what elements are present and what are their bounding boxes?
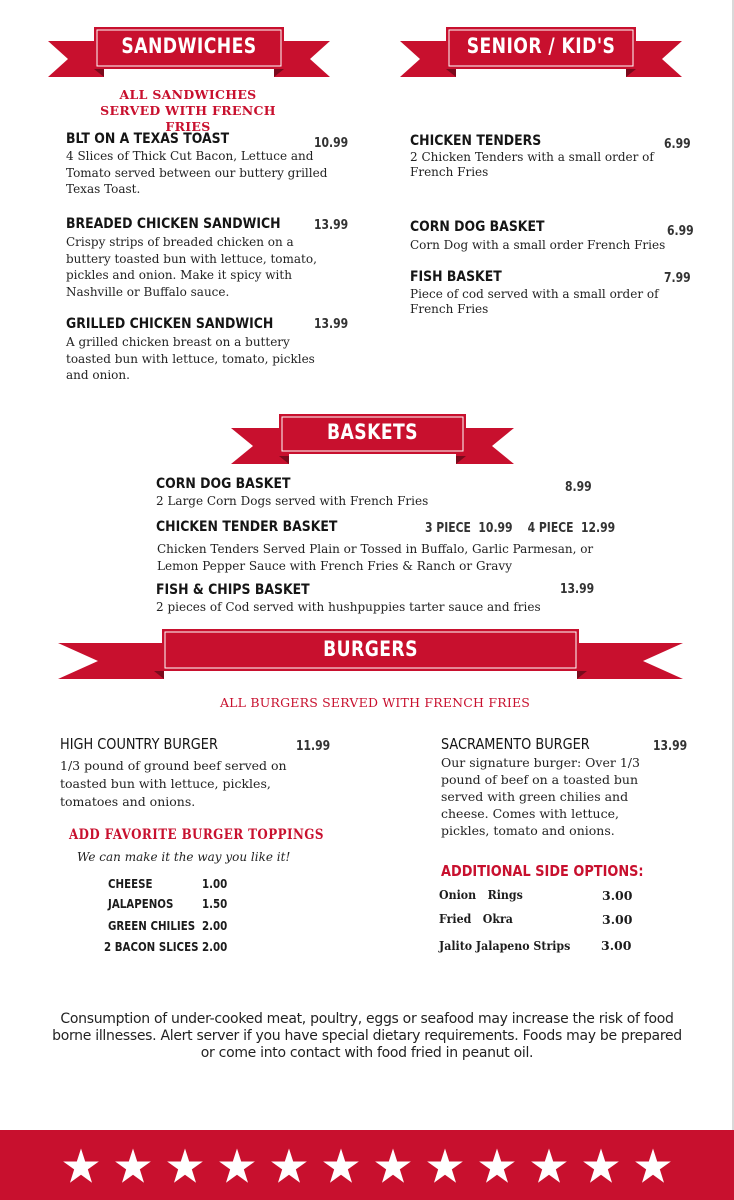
- star-icon: [114, 1147, 152, 1185]
- footer-stars: [0, 1136, 734, 1196]
- star-icon: [322, 1147, 360, 1185]
- burger-name: SACRAMENTO BURGER: [441, 735, 590, 753]
- side-price: 3.00: [602, 912, 633, 927]
- sandwich-desc: Crispy strips of breaded chicken on a buttery toasted bun with lettuce, tomato, pickles and onion. Make it spicy with Nashville or Buffalo sauce.: [66, 235, 317, 299]
- topping-price: 2.00: [202, 939, 228, 954]
- baskets-banner: [231, 414, 514, 466]
- sandwich-price: 13.99: [314, 316, 349, 332]
- basket-name: CORN DOG BASKET: [156, 476, 291, 492]
- topping-price: 2.00: [202, 918, 228, 933]
- star-icon: [478, 1147, 516, 1185]
- burger-desc: Our signature burger: Over 1/3 pound of beef on a toasted bun served with green chilies and cheese. Comes with lettuce, pickles, tomato and onions.: [441, 755, 640, 838]
- basket-name: CHICKEN TENDER BASKET: [156, 519, 338, 535]
- sandwich-desc: A grilled chicken breast on a buttery toasted bun with lettuce, tomato, pickles and onion.: [66, 335, 315, 382]
- sandwiches-banner: [48, 27, 330, 79]
- basket-desc: 2 pieces of Cod served with hushpuppies tarter sauce and fries: [156, 600, 541, 614]
- topping-name: CHEESE: [108, 876, 153, 891]
- disclaimer: Consumption of under-cooked meat, poultry, eggs or seafood may increase the risk of food borne illnesses. Alert server if you have special dietary requirements. Foods may be prepared or come into contact with food fried in peanut oil.: [52, 1011, 682, 1061]
- sandwich-desc: 4 Slices of Thick Cut Bacon, Lettuce and Tomato served between our buttery grilled Texas Toast.: [66, 149, 328, 196]
- sandwich-name: GRILLED CHICKEN SANDWICH: [66, 316, 274, 332]
- topping-price: 1.00: [202, 876, 228, 891]
- basket-price: 3 PIECE 10.99 4 PIECE 12.99: [425, 520, 616, 536]
- star-icon: [530, 1147, 568, 1185]
- toppings-title: ADD FAVORITE BURGER TOPPINGS: [69, 827, 324, 843]
- star-icon: [374, 1147, 412, 1185]
- topping-name: GREEN CHILIES: [108, 918, 196, 933]
- baskets-title: BASKETS: [327, 420, 418, 444]
- basket-name: FISH & CHIPS BASKET: [156, 582, 310, 598]
- senior-desc: Piece of cod served with a small order of French Fries: [410, 287, 659, 316]
- side-price: 3.00: [602, 888, 633, 903]
- side-name: Fried Okra: [439, 911, 513, 926]
- senior-kids-title: SENIOR / KID'S: [466, 34, 616, 58]
- sandwiches-note: ALL SANDWICHES SERVED WITH FRENCH FRIES: [100, 87, 276, 134]
- senior-desc: 2 Chicken Tenders with a small order of French Fries: [410, 150, 654, 179]
- burgers-title: BURGERS: [323, 637, 418, 661]
- senior-desc: Corn Dog with a small order French Fries: [410, 238, 666, 252]
- burger-desc: 1/3 pound of ground beef served on toasted bun with lettuce, pickles, tomatoes and onions.: [60, 758, 287, 809]
- sandwich-name: BLT ON A TEXAS TOAST: [66, 131, 230, 147]
- burgers-note: ALL BURGERS SERVED WITH FRENCH FRIES: [219, 695, 531, 710]
- toppings-subtitle: We can make it the way you like it!: [77, 850, 291, 864]
- star-icon: [582, 1147, 620, 1185]
- sandwich-price: 10.99: [314, 135, 349, 151]
- side-name: Jalito Jalapeno Strips: [439, 938, 571, 953]
- star-icon: [634, 1147, 672, 1185]
- sides-title: ADDITIONAL SIDE OPTIONS:: [441, 862, 644, 880]
- star-icon: [62, 1147, 100, 1185]
- basket-price: 8.99: [565, 479, 592, 495]
- burger-name: HIGH COUNTRY BURGER: [60, 735, 218, 753]
- senior-price: 6.99: [667, 223, 694, 239]
- basket-price: 13.99: [560, 581, 595, 597]
- side-name: Onion Rings: [439, 887, 523, 902]
- star-icon: [166, 1147, 204, 1185]
- star-icon: [426, 1147, 464, 1185]
- senior-kids-banner: [400, 27, 682, 79]
- sandwich-price: 13.99: [314, 217, 349, 233]
- star-icon: [218, 1147, 256, 1185]
- sandwich-name: BREADED CHICKEN SANDWICH: [66, 216, 281, 232]
- basket-desc: Chicken Tenders Served Plain or Tossed in Buffalo, Garlic Parmesan, or Lemon Pepper Sauce with French Fries & Ranch or Gravy: [157, 542, 594, 573]
- senior-name: FISH BASKET: [410, 269, 502, 285]
- topping-name: JALAPENOS: [108, 896, 174, 911]
- senior-price: 7.99: [664, 270, 691, 286]
- senior-price: 6.99: [664, 136, 691, 152]
- senior-name: CORN DOG BASKET: [410, 219, 545, 235]
- burger-price: 11.99: [296, 738, 331, 754]
- basket-desc: 2 Large Corn Dogs served with French Fries: [156, 494, 429, 508]
- side-price: 3.00: [601, 938, 632, 953]
- senior-name: CHICKEN TENDERS: [410, 133, 542, 149]
- burgers-banner: [58, 629, 683, 681]
- topping-price: 1.50: [202, 896, 228, 911]
- star-icon: [270, 1147, 308, 1185]
- burger-price: 13.99: [653, 738, 688, 754]
- sandwiches-title: SANDWICHES: [121, 34, 257, 58]
- topping-name: 2 BACON SLICES: [104, 939, 199, 954]
